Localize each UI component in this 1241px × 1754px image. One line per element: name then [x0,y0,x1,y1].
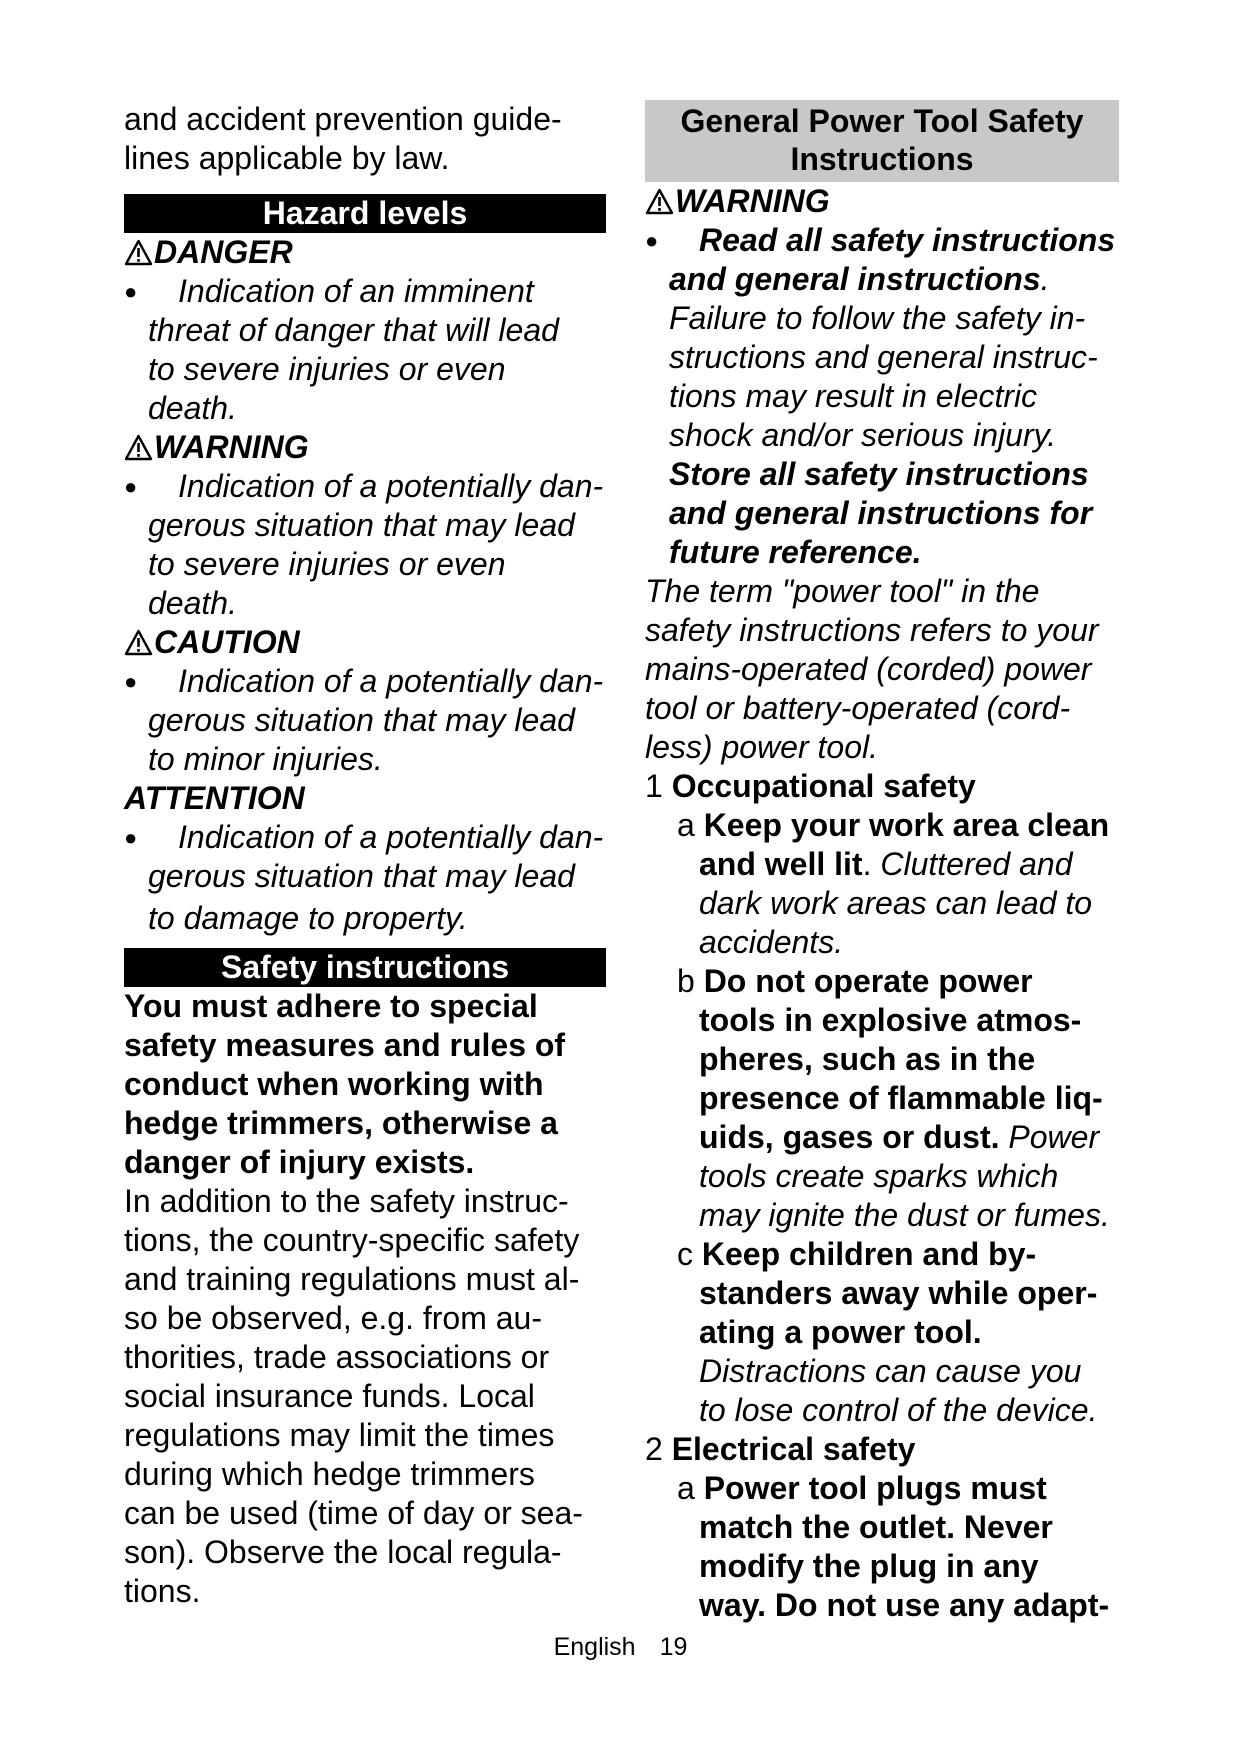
failure-text: tions may result in electric [669,378,1038,414]
safety-body-text: son). Observe the local regula- [124,1534,562,1570]
warning-triangle-icon [124,434,153,461]
item-2a: way. Do not use any adapt- [699,1587,1110,1623]
safety-body-text: social insurance funds. Local [124,1378,535,1414]
failure-text: shock and/or serious injury. [669,417,1057,453]
danger-signal: DANGER [124,233,606,272]
safety-bold-text: danger of injury exists. [124,1144,475,1180]
item-1a: and well lit. Cluttered and [699,846,1073,882]
safety-body-text: tions, the country-specific safety [124,1222,580,1258]
section-number: 2 [645,1431,663,1467]
read-instructions-bold: ● Read all safety instructions [645,222,1116,258]
danger-text: ● Indication of an imminent [124,273,534,309]
bullet-icon: ● [124,825,138,850]
general-safety-heading [645,100,1119,182]
footer-language: English [553,1633,636,1661]
right-column [645,100,1139,1625]
safety-body-text: In addition to the safety instruc- [124,1183,569,1219]
caution-text: to minor injuries. [148,741,383,777]
safety-bold-text: conduct when working with [124,1066,544,1102]
danger-text: threat of danger that will lead [148,312,559,348]
heading-line: General Power Tool Safety [680,103,1084,139]
intro-line: lines applicable by law. [124,140,450,176]
warning-text: ● Indication of a potentially dan- [124,468,604,504]
item-1c: standers away while oper- [699,1275,1098,1311]
attention-text: ● Indication of a potentially dan- [124,819,604,855]
warning-signal: WARNING [124,428,606,467]
item-1a-text: dark work areas can lead to [699,885,1093,921]
warning-signal: WARNING [645,182,1139,221]
attention-text: to damage to property. [148,900,468,936]
power-tool-term-text: less) power tool. [645,729,878,765]
safety-body-text: during which hedge trimmers [124,1456,535,1492]
item-1c: c Keep children and by- [677,1236,1037,1272]
item-1b: b Do not operate power [677,963,1033,999]
item-1b: pheres, such as in the [699,1041,1036,1077]
item-1c: ating a power tool. [699,1314,982,1350]
caution-text: ● Indication of a potentially dan- [124,663,604,699]
section-electrical-safety [645,1430,1139,1469]
section-title: Electrical safety [671,1431,916,1467]
safety-body-text: so be observed, e.g. from au- [124,1300,542,1336]
item-1a: a Keep your work area clean [677,807,1110,843]
left-column [124,100,606,1611]
section-number: 1 [645,768,663,804]
item-1b-text: tools create sparks which [699,1158,1059,1194]
power-tool-term-text: The term "power tool" in the [645,573,1040,609]
warning-triangle-icon [645,188,674,215]
failure-text: Failure to follow the safety in- [669,300,1086,336]
power-tool-term-text: safety instructions refers to your [645,612,1099,648]
item-1c-text: Distractions can cause you [699,1353,1082,1389]
store-instructions-bold: future reference. [669,534,922,570]
power-tool-term-text: tool or battery-operated (cord- [645,690,1071,726]
bullet-icon: ● [124,279,138,304]
bullet-icon: ● [124,669,138,694]
caution-signal: CAUTION [124,623,606,662]
item-1b: tools in explosive atmos- [699,1002,1082,1038]
item-1b: presence of flammable liq- [699,1080,1103,1116]
safety-body-text: regulations may limit the times [124,1417,555,1453]
item-2a: modify the plug in any [699,1548,1039,1584]
attention-text: gerous situation that may lead [148,858,575,894]
item-1a-text: accidents. [699,924,844,960]
page-footer [0,1632,1241,1662]
read-instructions-bold: and general instructions. [669,261,1050,297]
intro-line: and accident prevention guide- [124,101,562,137]
store-instructions-bold: Store all safety instructions [669,456,1089,492]
safety-bold-text: safety measures and rules of [124,1027,566,1063]
item-2a: a Power tool plugs must [677,1470,1047,1506]
hazard-levels-heading: Hazard levels [124,194,606,233]
safety-bold-text: hedge trimmers, otherwise a [124,1105,558,1141]
failure-text: structions and general instruc- [669,339,1098,375]
heading-line: Instructions [790,141,974,177]
item-1b-text: may ignite the dust or fumes. [699,1197,1110,1233]
warning-text: death. [148,585,237,621]
bullet-icon: ● [124,474,138,499]
safety-body-text: and training regulations must al- [124,1261,580,1297]
page-number: 19 [659,1633,688,1661]
power-tool-term-text: mains-operated (corded) power [645,651,1092,687]
danger-text: to severe injuries or even [148,351,506,387]
warning-triangle-icon [124,239,153,266]
item-1c-text: to lose control of the device. [699,1392,1098,1428]
safety-body-text: tions. [124,1573,201,1609]
bullet-icon: ● [645,228,659,253]
danger-text: death. [148,390,237,426]
safety-body-text: can be used (time of day or sea- [124,1495,583,1531]
section-title: Occupational safety [671,768,976,804]
section-occupational-safety [645,767,1139,806]
caution-text: gerous situation that may lead [148,702,575,738]
warning-text: to severe injuries or even [148,546,506,582]
warning-triangle-icon [124,629,153,656]
attention-signal: ATTENTION [124,780,305,816]
item-2a: match the outlet. Never [699,1509,1053,1545]
safety-body-text: thorities, trade associations or [124,1339,550,1375]
item-1b: uids, gases or dust. Power [699,1119,1100,1155]
store-instructions-bold: and general instructions for [669,495,1093,531]
safety-instructions-heading: Safety instructions [124,948,606,987]
warning-text: gerous situation that may lead [148,507,575,543]
safety-bold-text: You must adhere to special [124,988,538,1024]
